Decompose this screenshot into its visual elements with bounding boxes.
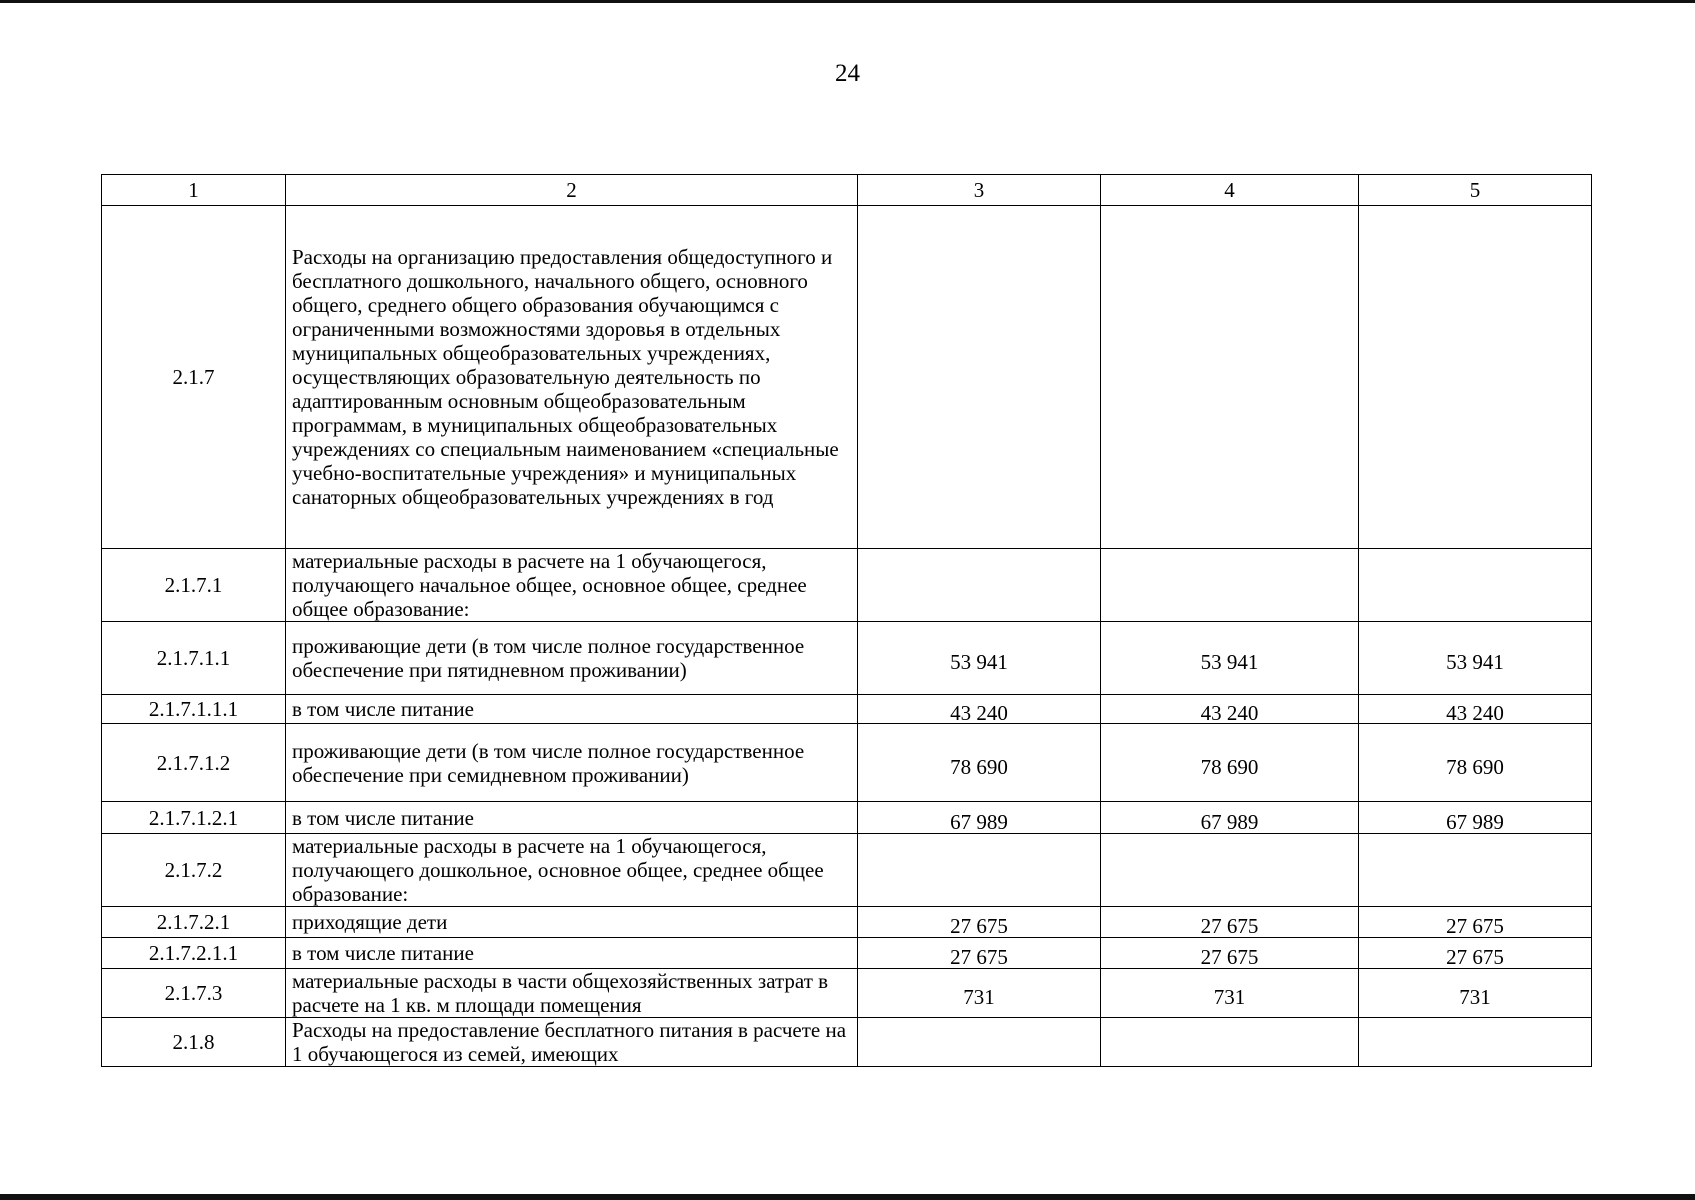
page-number: 24	[835, 60, 860, 87]
row-value-col4: 27 675	[1101, 938, 1359, 969]
expenses-table	[101, 174, 1592, 1067]
header-cell: 4	[1101, 175, 1359, 206]
row-value-col3	[858, 834, 1101, 907]
row-description: в том числе питание	[286, 695, 858, 724]
row-description: материальные расходы в расчете на 1 обучающегося, получающего начальное общее, основное общее, среднее общее образование:	[286, 549, 858, 622]
row-value-col4	[1101, 834, 1359, 907]
row-value-col3: 27 675	[858, 907, 1101, 938]
row-value-col4: 27 675	[1101, 907, 1359, 938]
header-cell: 3	[858, 175, 1101, 206]
row-code: 2.1.7.2.1.1	[102, 938, 286, 969]
row-description: Расходы на предоставление бесплатного питания в расчете на 1 обучающегося из семей, имеющих	[286, 1018, 858, 1067]
table-row	[102, 1018, 1592, 1067]
row-description: проживающие дети (в том числе полное государственное обеспечение при семидневном проживании)	[286, 724, 858, 802]
row-value-col5	[1359, 206, 1592, 549]
row-code: 2.1.7.1.1	[102, 622, 286, 695]
row-value-col5: 78 690	[1359, 724, 1592, 802]
table-row	[102, 206, 1592, 549]
header-cell: 1	[102, 175, 286, 206]
table-row	[102, 802, 1592, 834]
row-description: приходящие дети	[286, 907, 858, 938]
table-row	[102, 907, 1592, 938]
row-code: 2.1.7	[102, 206, 286, 549]
row-value-col4: 53 941	[1101, 622, 1359, 695]
row-description: в том числе питание	[286, 802, 858, 834]
row-code: 2.1.7.2	[102, 834, 286, 907]
table-row	[102, 695, 1592, 724]
scan-edge-bottom	[0, 1194, 1695, 1200]
row-value-col4: 731	[1101, 969, 1359, 1018]
row-value-col4	[1101, 549, 1359, 622]
row-value-col5: 43 240	[1359, 695, 1592, 724]
row-value-col3	[858, 549, 1101, 622]
table-row	[102, 622, 1592, 695]
table-row	[102, 938, 1592, 969]
row-code: 2.1.7.1.2.1	[102, 802, 286, 834]
row-value-col5: 67 989	[1359, 802, 1592, 834]
row-code: 2.1.7.3	[102, 969, 286, 1018]
row-value-col5: 731	[1359, 969, 1592, 1018]
row-description: материальные расходы в расчете на 1 обучающегося, получающего дошкольное, основное общее, среднее общее образование:	[286, 834, 858, 907]
table-row	[102, 969, 1592, 1018]
row-value-col4	[1101, 206, 1359, 549]
row-code: 2.1.7.2.1	[102, 907, 286, 938]
header-cell: 5	[1359, 175, 1592, 206]
row-value-col3: 67 989	[858, 802, 1101, 834]
row-value-col4	[1101, 1018, 1359, 1067]
table-row	[102, 834, 1592, 907]
row-description: проживающие дети (в том числе полное государственное обеспечение при пятидневном проживании)	[286, 622, 858, 695]
row-value-col4: 78 690	[1101, 724, 1359, 802]
row-value-col4: 43 240	[1101, 695, 1359, 724]
row-code: 2.1.7.1.1.1	[102, 695, 286, 724]
row-value-col5	[1359, 549, 1592, 622]
row-value-col5: 53 941	[1359, 622, 1592, 695]
table-row	[102, 549, 1592, 622]
row-code: 2.1.7.1	[102, 549, 286, 622]
row-value-col3: 53 941	[858, 622, 1101, 695]
row-value-col4: 67 989	[1101, 802, 1359, 834]
row-value-col3: 731	[858, 969, 1101, 1018]
row-description: материальные расходы в части общехозяйственных затрат в расчете на 1 кв. м площади помещения	[286, 969, 858, 1018]
row-value-col3	[858, 1018, 1101, 1067]
scan-edge-top	[0, 0, 1695, 3]
row-description: Расходы на организацию предоставления общедоступного и бесплатного дошкольного, начального общего, основного общего, среднего общего образования обучающимся с ограниченными возможностями здоровья в отдельных муниципальных общеобразовательных учреждениях, осуществляющих образовательную деятельность по адаптированным основным общеобразовательным программам, в муниципальных общеобразовательных учреждениях со специальным наименованием «специальные учебно-воспитательные учреждения» и муниципальных санаторных общеобразовательных учреждениях в год	[286, 206, 858, 549]
row-code: 2.1.8	[102, 1018, 286, 1067]
table-header-row	[102, 175, 1592, 206]
row-value-col5: 27 675	[1359, 907, 1592, 938]
row-value-col3	[858, 206, 1101, 549]
row-description: в том числе питание	[286, 938, 858, 969]
row-value-col3: 78 690	[858, 724, 1101, 802]
row-code: 2.1.7.1.2	[102, 724, 286, 802]
row-value-col3: 27 675	[858, 938, 1101, 969]
header-cell: 2	[286, 175, 858, 206]
row-value-col5: 27 675	[1359, 938, 1592, 969]
row-value-col5	[1359, 1018, 1592, 1067]
row-value-col5	[1359, 834, 1592, 907]
row-value-col3: 43 240	[858, 695, 1101, 724]
table-row	[102, 724, 1592, 802]
